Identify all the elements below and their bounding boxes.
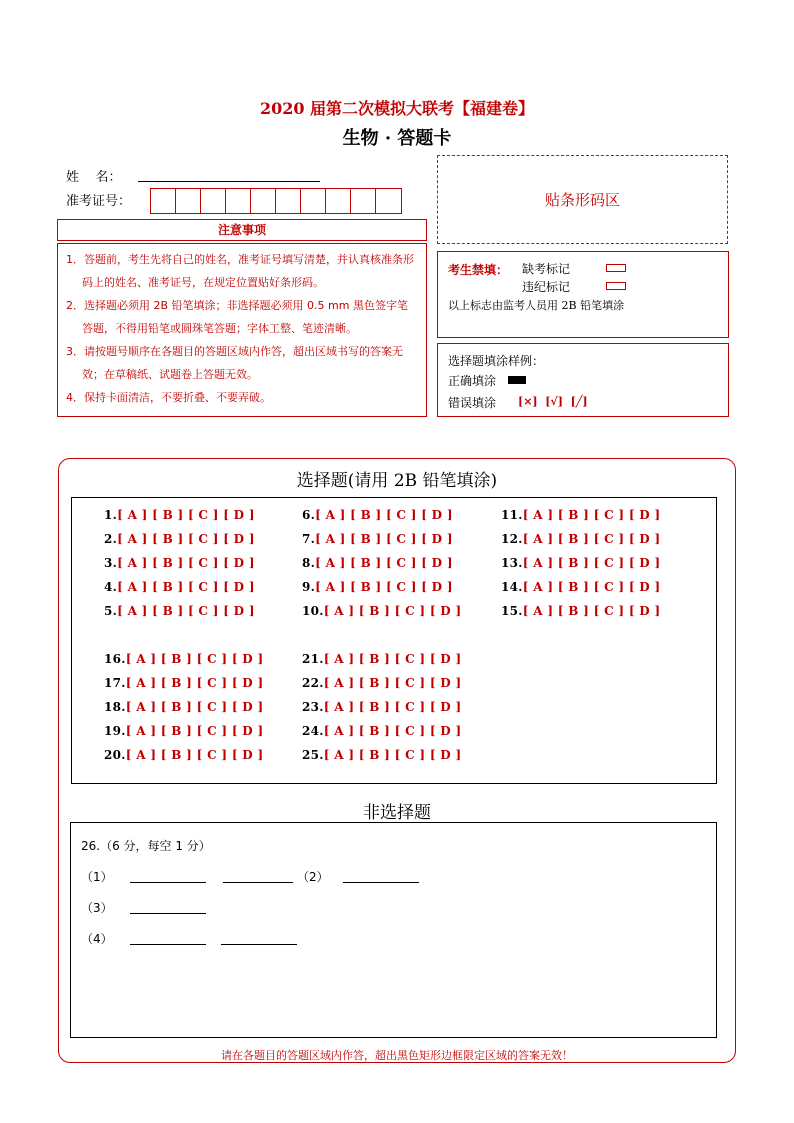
mc-question[interactable] — [501, 580, 660, 594]
mc-question[interactable] — [104, 676, 263, 690]
answer-options[interactable]: [ A ] [ B ] [ C ] [ D ] — [522, 508, 661, 522]
question-number: 6. — [302, 508, 316, 522]
id-digit-box[interactable] — [226, 189, 251, 213]
answer-options[interactable]: [ A ] [ B ] [ C ] [ D ] — [117, 556, 255, 570]
mc-question[interactable] — [302, 580, 453, 594]
answer-blank[interactable] — [130, 944, 206, 945]
mc-question[interactable] — [104, 556, 255, 570]
mc-question[interactable] — [501, 508, 660, 522]
answer-options[interactable]: [ A ] [ B ] [ C ] [ D ] — [315, 532, 453, 546]
answer-options[interactable]: [ A ] [ B ] [ C ] [ D ] — [125, 676, 264, 690]
notice-item: 3．请按题号顺序在各题目的答题区域内作答，超出区域书写的答案无效；在草稿纸、试题卷上答题无效。 — [66, 345, 403, 381]
question-number: 19. — [104, 724, 126, 738]
question-number: 2. — [104, 532, 118, 546]
answer-blank[interactable] — [130, 913, 206, 914]
forbidden-label: 考生禁填： — [448, 263, 509, 277]
question-number: 14. — [501, 580, 523, 594]
question-number: 21. — [302, 652, 324, 666]
absent-label: 缺考标记 — [522, 262, 571, 276]
id-digit-box[interactable] — [351, 189, 376, 213]
violation-label: 违纪标记 — [522, 280, 571, 294]
mc-question[interactable] — [104, 580, 255, 594]
card-subtitle: 生物 · 答题卡 — [342, 128, 452, 149]
id-number-boxes[interactable] — [150, 188, 402, 214]
answer-options[interactable]: [ A ] [ B ] [ C ] [ D ] — [125, 652, 264, 666]
mc-question[interactable] — [104, 724, 263, 738]
correct-fill-sample — [508, 376, 526, 384]
mc-question[interactable] — [302, 508, 453, 522]
part-2-label: （2） — [297, 870, 329, 884]
answer-options[interactable]: [ A ] [ B ] [ C ] [ D ] — [117, 532, 255, 546]
question-number: 4. — [104, 580, 118, 594]
notice-item: 2．选择题必须用 2B 铅笔填涂；非选择题必须用 0.5 mm 黑色签字笔答题，不得用铅笔或圆珠笔答题；字体工整、笔迹清晰。 — [66, 299, 408, 335]
question-number: 16. — [104, 652, 126, 666]
correct-fill-label: 正确填涂 — [448, 374, 497, 388]
answer-options[interactable]: [ A ] [ B ] [ C ] [ D ] — [323, 748, 462, 762]
question-number: 23. — [302, 700, 324, 714]
violation-mark[interactable] — [606, 282, 626, 290]
answer-options[interactable]: [ A ] [ B ] [ C ] [ D ] — [323, 676, 462, 690]
id-digit-box[interactable] — [376, 189, 401, 213]
id-digit-box[interactable] — [176, 189, 201, 213]
wrong-fill-label: 错误填涂 — [448, 396, 497, 410]
answer-options[interactable]: [ A ] [ B ] [ C ] [ D ] — [522, 580, 661, 594]
notice-item: 4．保持卡面清洁，不要折叠、不要弄破。 — [66, 391, 271, 404]
answer-options[interactable]: [ A ] [ B ] [ C ] [ D ] — [315, 556, 453, 570]
name-label: 姓 名： — [66, 170, 122, 185]
answer-blank[interactable] — [221, 944, 297, 945]
notice-body — [57, 243, 427, 417]
answer-options[interactable]: [ A ] [ B ] [ C ] [ D ] — [125, 724, 264, 738]
question-number: 18. — [104, 700, 126, 714]
question-number: 10. — [302, 604, 324, 618]
mc-question[interactable] — [501, 532, 660, 546]
question-number: 13. — [501, 556, 523, 570]
nmc-answer-box — [70, 822, 717, 1038]
answer-options[interactable]: [ A ] [ B ] [ C ] [ D ] — [522, 604, 661, 618]
notice-heading: 注意事项 — [57, 219, 427, 241]
answer-options[interactable]: [ A ] [ B ] [ C ] [ D ] — [323, 604, 462, 618]
answer-options[interactable]: [ A ] [ B ] [ C ] [ D ] — [323, 700, 462, 714]
notice-item: 1．答题前，考生先将自己的姓名，准考证号填写清楚，并认真核准条形码上的姓名、准考证号，在规定位置贴好条形码。 — [66, 253, 414, 289]
answer-blank[interactable] — [130, 882, 206, 883]
mc-question[interactable] — [302, 556, 453, 570]
answer-blank[interactable] — [343, 882, 419, 883]
answer-options[interactable]: [ A ] [ B ] [ C ] [ D ] — [315, 580, 453, 594]
mc-question[interactable] — [302, 652, 461, 666]
question-number: 17. — [104, 676, 126, 690]
question-number: 11. — [501, 508, 523, 522]
mc-question[interactable] — [104, 652, 263, 666]
wrong-fill-samples: [×] [√] [╱] — [518, 395, 588, 408]
mc-title: 选择题(请用 2B 铅笔填涂) — [296, 471, 498, 491]
answer-options[interactable]: [ A ] [ B ] [ C ] [ D ] — [315, 508, 453, 522]
mc-question[interactable] — [302, 532, 453, 546]
mc-question[interactable] — [501, 604, 660, 618]
mc-question[interactable] — [104, 508, 255, 522]
answer-blank[interactable] — [223, 882, 293, 883]
nmc-title: 非选择题 — [363, 803, 431, 823]
question-number: 8. — [302, 556, 316, 570]
question-number: 1. — [104, 508, 118, 522]
question-number: 15. — [501, 604, 523, 618]
answer-options[interactable]: [ A ] [ B ] [ C ] [ D ] — [323, 724, 462, 738]
id-digit-box[interactable] — [251, 189, 276, 213]
part-1-label: （1） — [81, 870, 113, 884]
question-number: 3. — [104, 556, 118, 570]
answer-options[interactable]: [ A ] [ B ] [ C ] [ D ] — [522, 532, 661, 546]
mc-question[interactable] — [302, 676, 461, 690]
answer-options[interactable]: [ A ] [ B ] [ C ] [ D ] — [323, 652, 462, 666]
question-number: 22. — [302, 676, 324, 690]
part-4-label: （4） — [81, 932, 113, 946]
id-digit-box[interactable] — [301, 189, 326, 213]
id-label: 准考证号： — [66, 194, 132, 209]
question-number: 9. — [302, 580, 316, 594]
mc-question[interactable] — [104, 700, 263, 714]
question-number: 7. — [302, 532, 316, 546]
answer-options[interactable]: [ A ] [ B ] [ C ] [ D ] — [125, 748, 264, 762]
question-26-heading: 26.（6 分，每空 1 分） — [81, 839, 211, 853]
question-number: 12. — [501, 532, 523, 546]
absent-mark[interactable] — [606, 264, 626, 272]
fill-sample-box — [437, 343, 729, 417]
mc-question[interactable] — [302, 700, 461, 714]
name-field[interactable] — [138, 181, 320, 182]
barcode-area[interactable]: 贴条形码区 — [437, 155, 728, 244]
footer-warning: 请在各题目的答题区域内作答，超出黑色矩形边框限定区域的答案无效！ — [221, 1049, 573, 1062]
forbidden-box — [437, 251, 729, 338]
answer-options[interactable]: [ A ] [ B ] [ C ] [ D ] — [522, 556, 661, 570]
mc-question[interactable] — [302, 748, 461, 762]
mc-question[interactable] — [302, 724, 461, 738]
question-number: 25. — [302, 748, 324, 762]
fill-sample-heading: 选择题填涂样例： — [448, 354, 545, 368]
answer-options[interactable]: [ A ] [ B ] [ C ] [ D ] — [125, 700, 264, 714]
mc-question[interactable] — [104, 532, 255, 546]
card-title: 2020 届第二次模拟大联考【福建卷】 — [259, 99, 535, 118]
answer-options[interactable]: [ A ] [ B ] [ C ] [ D ] — [117, 604, 255, 618]
id-digit-box[interactable] — [326, 189, 351, 213]
mc-question[interactable] — [104, 748, 263, 762]
id-digit-box[interactable] — [201, 189, 226, 213]
id-digit-box[interactable] — [276, 189, 301, 213]
question-number: 24. — [302, 724, 324, 738]
mc-question[interactable] — [104, 604, 255, 618]
question-number: 20. — [104, 748, 126, 762]
forbidden-note: 以上标志由监考人员用 2B 铅笔填涂 — [448, 299, 625, 312]
answer-options[interactable]: [ A ] [ B ] [ C ] [ D ] — [117, 508, 255, 522]
part-3-label: （3） — [81, 901, 113, 915]
mc-question[interactable] — [501, 556, 660, 570]
answer-options[interactable]: [ A ] [ B ] [ C ] [ D ] — [117, 580, 255, 594]
id-digit-box[interactable] — [151, 189, 176, 213]
mc-answer-box — [71, 497, 717, 784]
mc-question[interactable] — [302, 604, 461, 618]
question-number: 5. — [104, 604, 118, 618]
